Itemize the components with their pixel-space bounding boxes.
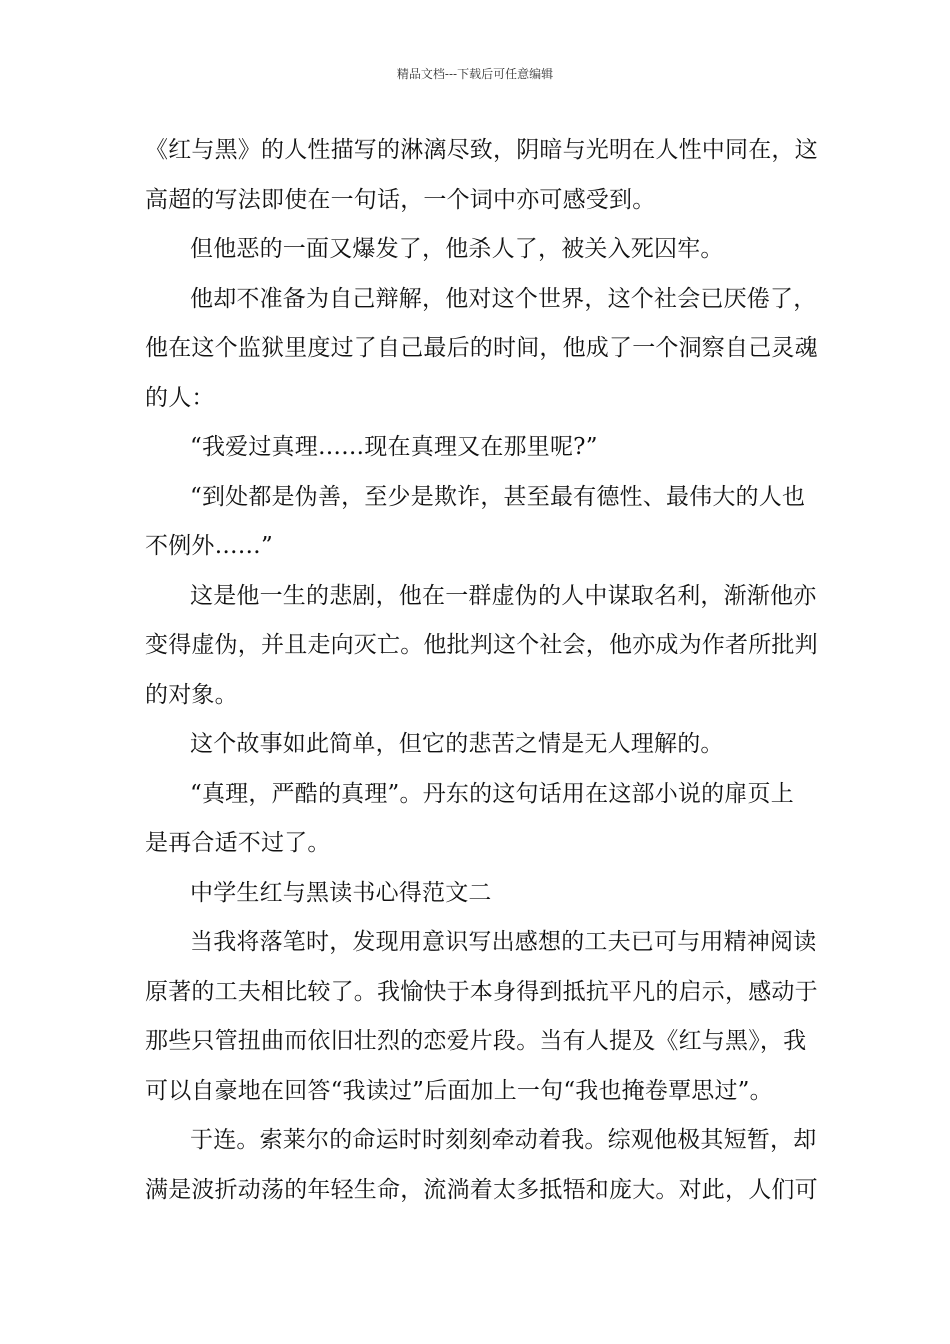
text-line: 《红与黑》的人性描写的淋漓尽致，阴暗与光明在人性中同在，这 <box>145 137 818 163</box>
text-line: 这个故事如此简单，但它的悲苦之情是无人理解的。 <box>190 731 724 757</box>
text-line: 他却不准备为自己辩解，他对这个世界，这个社会已厌倦了， <box>190 285 817 312</box>
text-line: 变得虚伪，并且走向灭亡。他批判这个社会，他亦成为作者所批判 <box>145 632 818 658</box>
text-line: 是再合适不过了。 <box>145 830 331 856</box>
page-header: 精品文档---下载后可任意编辑 <box>396 67 554 81</box>
text-line: 于连。索莱尔的命运时时刻刻牵动着我。综观他极其短暂，却 <box>190 1127 817 1153</box>
paragraph <box>145 275 818 424</box>
paragraph <box>145 572 818 721</box>
text-line: “真理，严酷的真理”。丹东的这句话用在这部小说的扉页上 <box>190 780 794 807</box>
paragraph <box>145 720 810 770</box>
text-line: 不例外……” <box>145 533 273 559</box>
text-line: 满是波折动荡的年轻生命，流淌着太多抵牾和庞大。对此，人们可 <box>145 1176 818 1203</box>
text-line: 他在这个监狱里度过了自己最后的时间，他成了一个洞察自己灵魂 <box>145 335 818 361</box>
paragraph <box>145 126 818 225</box>
text-line: 中学生红与黑读书心得范文二 <box>190 879 492 906</box>
paragraph <box>145 869 810 919</box>
text-line: 这是他一生的悲剧，他在一群虚伪的人中谋取名利，渐渐他亦 <box>190 582 817 609</box>
paragraph <box>145 423 810 473</box>
text-line: “我爱过真理……现在真理又在那里呢?” <box>190 434 598 460</box>
text-line: 原著的工夫相比较了。我愉快于本身得到抵抗平凡的启示，感动于 <box>145 978 818 1005</box>
paragraph <box>145 918 818 1116</box>
text-line: “到处都是伪善，至少是欺诈，甚至最有德性、最伟大的人也 <box>190 483 806 510</box>
document-body <box>145 126 818 1215</box>
paragraph <box>145 770 810 869</box>
paragraph <box>145 473 810 572</box>
paragraph <box>145 225 810 275</box>
text-line: 的人： <box>145 384 215 411</box>
text-line: 当我将落笔时，发现用意识写出感想的工夫已可与用精神阅读 <box>190 929 817 955</box>
text-line: 的对象。 <box>145 681 238 708</box>
text-line: 高超的写法即使在一句话，一个词中亦可感受到。 <box>145 186 656 213</box>
text-line: 那些只管扭曲而依旧壮烈的恋爱片段。当有人提及《红与黑》，我 <box>145 1028 807 1054</box>
text-line: 但他恶的一面又爆发了，他杀人了，被关入死囚牢。 <box>190 236 724 262</box>
text-line: 可以自豪地在回答“我读过”后面加上一句“我也掩卷覃思过”。 <box>145 1077 773 1104</box>
paragraph <box>145 1116 818 1215</box>
